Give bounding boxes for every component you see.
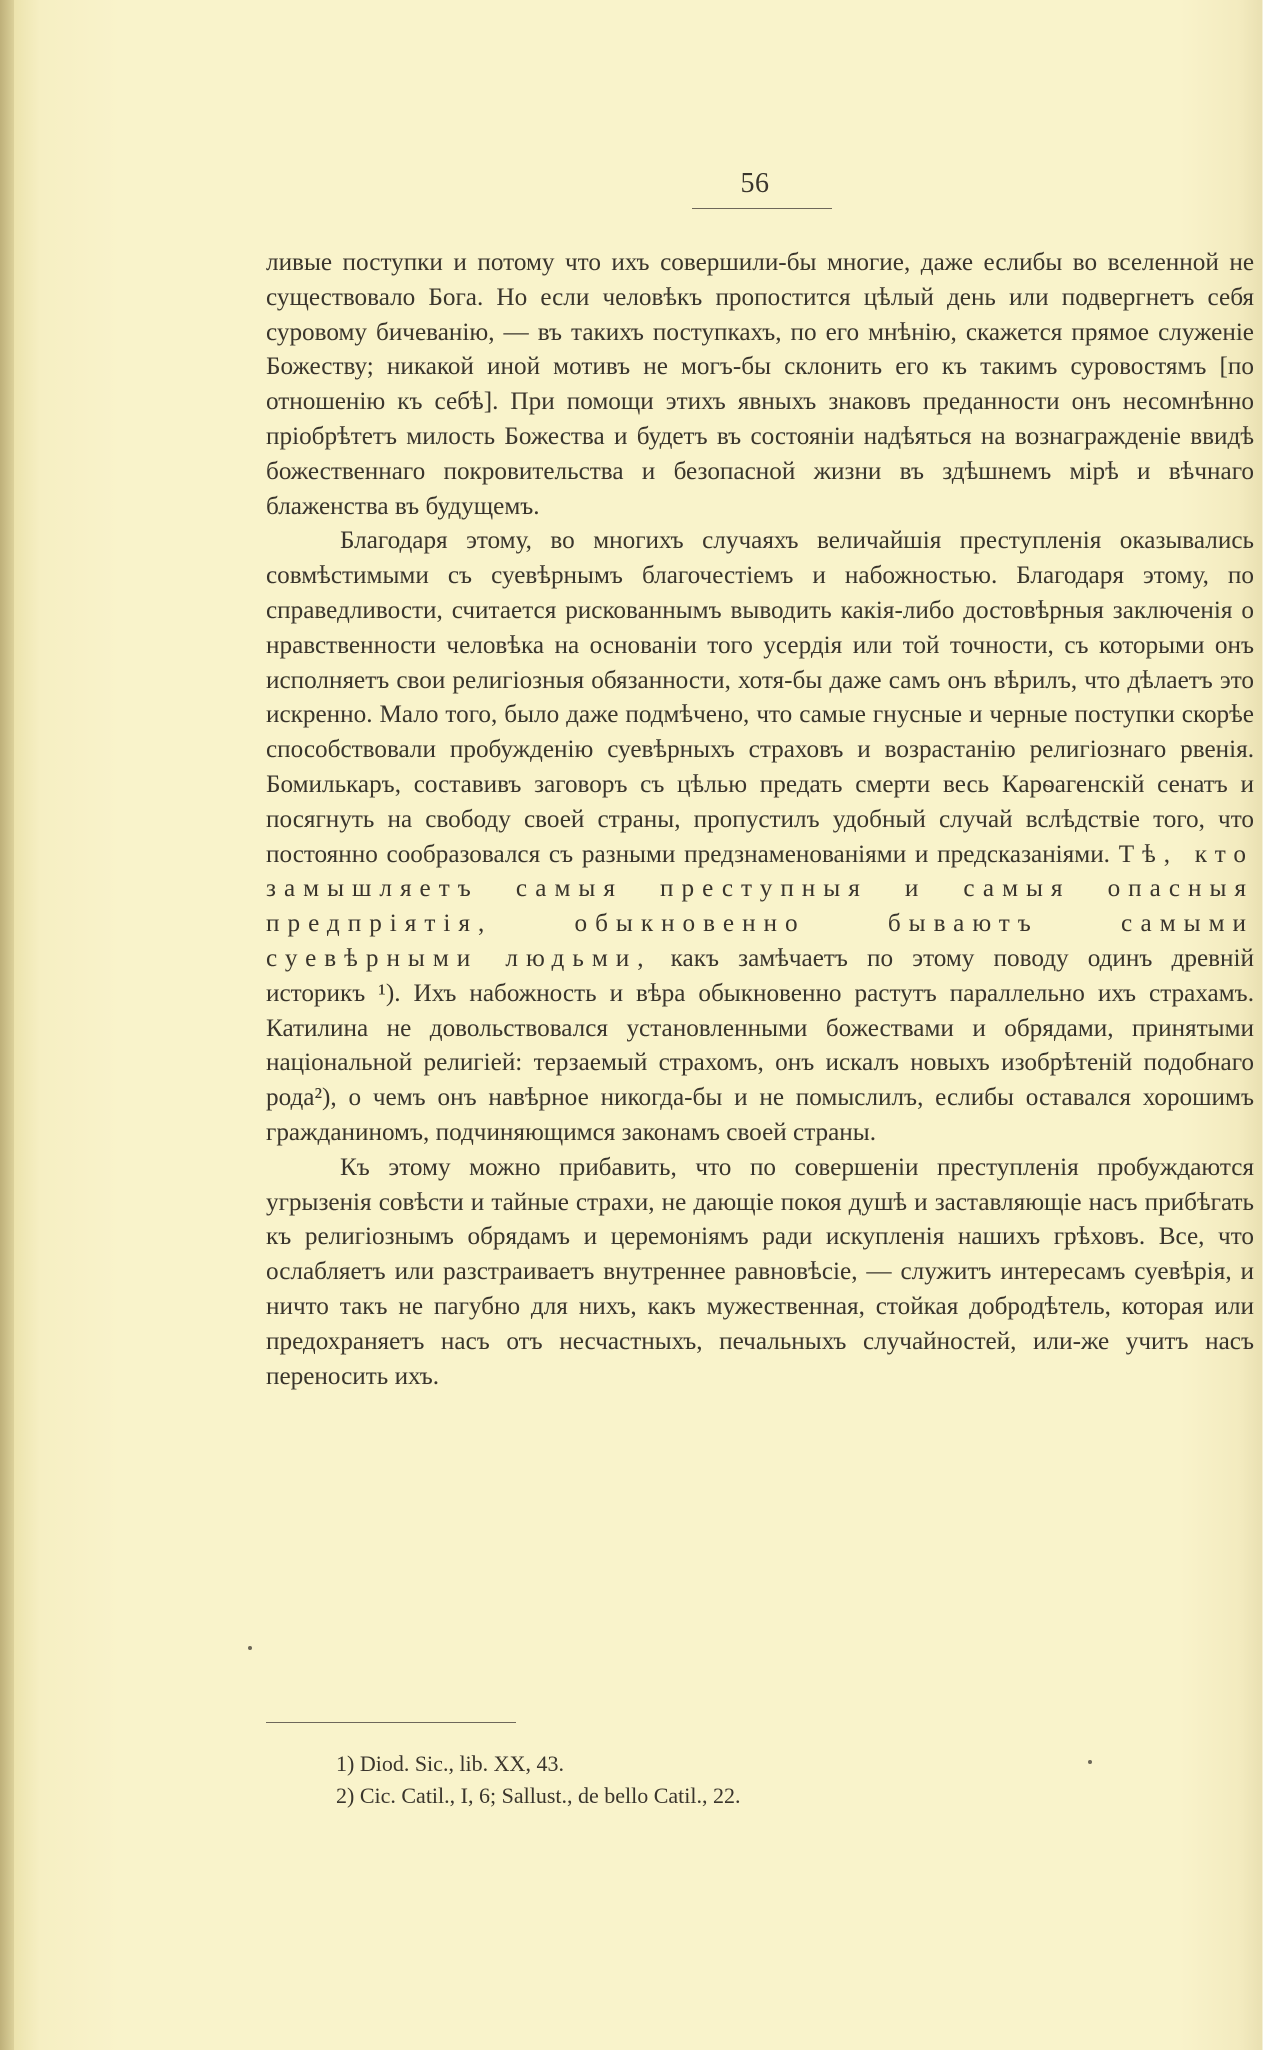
print-speck [1088,1760,1092,1764]
page-spine-edge [0,0,14,2050]
main-text [266,246,1254,1394]
paragraph-2 [266,524,1254,1150]
footnotes [336,1748,1096,1812]
footnote-2: 2) Cic. Catil., I, 6; Sallust., de bello Catil., 22. [336,1783,741,1808]
page-number: 56 [740,168,770,199]
paragraph-3: Къ этому можно прибавить, что по совершеніи преступленія пробуждаются угрызенія совѣсти и тайные страхи, не дающіе покоя душѣ и заставляющіе насъ прибѣгать къ религіознымъ обрядамъ и церемоніямъ ради искупленія нашихъ грѣховъ. Все, что ослабляетъ или разстраиваетъ внутреннее равновѣсіе, — служитъ интересамъ суевѣрія, и ничто такъ не пагубно для нихъ, какъ мужественная, стойкая добродѣтель, которая или предохраняетъ насъ отъ несчастныхъ, печальныхъ случайностей, или-же учитъ насъ переносить ихъ. [266,1153,1254,1390]
paragraph-2-text-before: Благодаря этому, во многихъ случаяхъ величайшія преступленія оказывались совмѣстимыми съ суевѣрнымъ благочестіемъ и набожностью. Благодаря этому, по справедливости, считается рискованнымъ выводить какія-либо достовѣрныя заключенія о нравственности человѣка на основаніи того усердія или той точности, съ которыми онъ исполняетъ свои религіозныя обязанности, хотя-бы даже самъ онъ вѣрилъ, что дѣлаетъ это искренно. Мало того, было даже подмѣчено, что самые гнусные и черные поступки скорѣе способствовали пробужденію суевѣрныхъ страховъ и возрастанію религіознаго рвенія. Бомилькаръ, составивъ заговоръ съ цѣлью предать смерти весь Карѳагенскій сенатъ и посягнуть на свободу своей страны, пропустилъ удобный случай вслѣдствіе того, что постоянно сообразовался съ разными предзнаменованіями и предсказаніями. [266,527,1254,868]
paragraph-2-text-after: какъ замѣчаетъ по этому поводу одинъ древній историкъ ¹). Ихъ набожность и вѣра обыкновенно растутъ параллельно ихъ страхамъ. Катилина не довольствовался установленными божествами и обрядами, принятыми національной религіей: терзаемый страхомъ, онъ искалъ новыхъ изобрѣтеній подобнаго рода²), о чемъ онъ навѣрное никогда-бы и не помыслилъ, еслибы оставался хорошимъ гражданиномъ, подчиняющимся законамъ своей страны. [266,944,1254,1146]
footnote-divider [266,1722,516,1723]
print-speck [248,1646,252,1650]
paragraph-1: ливые поступки и потому что ихъ совершили-бы многие, даже еслибы во вселенной не существовало Бога. Но если человѣкъ пропостится цѣлый день или подвергнетъ себя суровому бичеванію, — въ такихъ поступкахъ, по его мнѣнію, скажется прямое служеніе Божеству; никакой иной мотивъ не могъ-бы склонить его къ такимъ суровостямъ [по отношенію къ себѣ]. При помощи этихъ явныхъ знаковъ преданности онъ несомнѣнно пріобрѣтетъ милость Божества и будетъ въ состояніи надѣяться на вознагражденіе ввидѣ божественнаго покровительства и безопасной жизни въ здѣшнемъ мірѣ и вѣчнаго блаженства въ будущемъ. [266,249,1254,520]
page-number-rule [692,208,832,209]
footnote-1: 1) Diod. Sic., lib. XX, 43. [336,1751,564,1776]
paragraph-2-spaced-quote: Тѣ, кто замышляетъ самыя преступныя и самыя опасныя предпріятія, обыкновенно бываютъ самыми суевѣрными людьми, [266,840,1254,972]
